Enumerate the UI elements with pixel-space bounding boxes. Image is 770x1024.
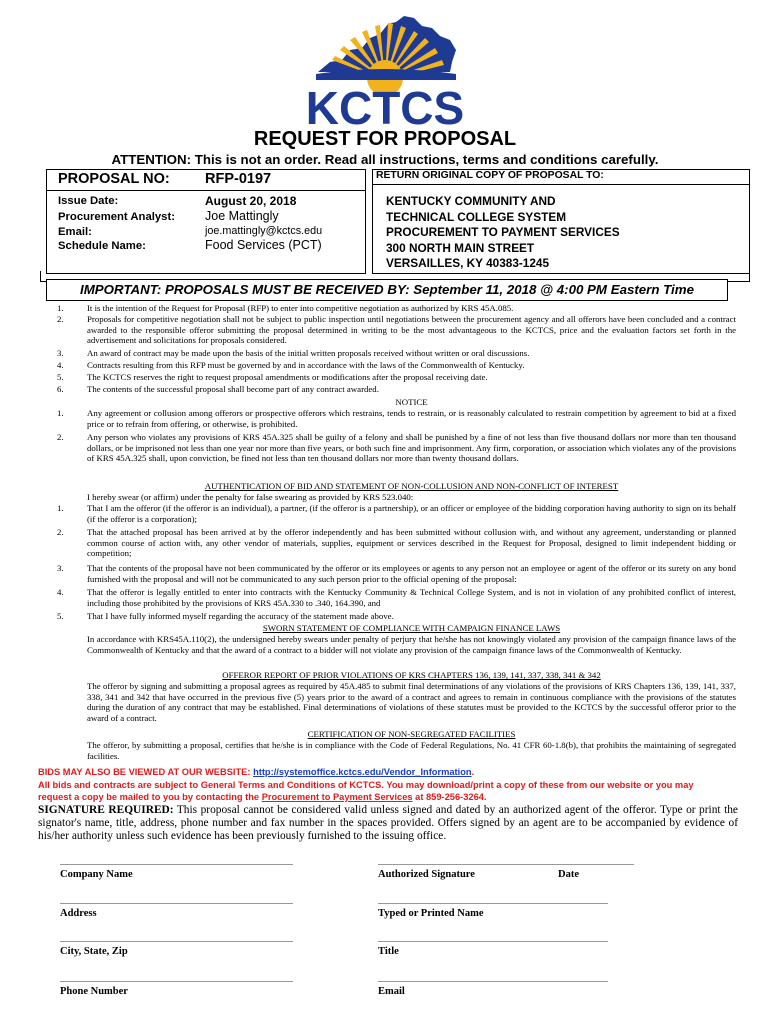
- address-line: 300 NORTH MAIN STREET: [386, 240, 535, 255]
- email-label: Email:: [58, 226, 92, 238]
- company-name-line[interactable]: [60, 864, 293, 865]
- auth-intro: I hereby swear (or affirm) under the penalty for false swearing as provided by KRS 523.040:: [87, 492, 414, 502]
- return-address: [386, 194, 620, 272]
- deadline-banner: [46, 279, 728, 301]
- offeror-heading: OFFEROR REPORT OF PRIOR VIOLATIONS OF KRS CHAPTERS 136, 139, 141, 337, 338, 341 & 342: [222, 670, 601, 680]
- proposal-no-label: PROPOSAL NO:: [58, 171, 170, 187]
- company-name-label: Company Name: [60, 869, 133, 880]
- attention-notice: ATTENTION: This is not an order. Read all instructions, terms and conditions carefully.: [111, 152, 659, 167]
- schedule-value: Food Services (PCT): [205, 238, 322, 252]
- address-label: Address: [60, 908, 97, 919]
- offeror-text: The offeror by signing and submitting a proposal agrees as required by 45A.485 to submit final determinations of any violations of the provisions of KRS Chapters 136, 139, 141, 337, 338, 341 and 342 that have occurred in the previous five (5) years prior to the award of a contract and agrees to remain in continuous compliance with the provisions of the statutes during the duration of any contract that may be established. Final determinations of violations of these statutes must be provided to the KCTCS by the successful offeror prior to the award of a contract.: [87, 681, 736, 724]
- sworn-text: In accordance with KRS45A.110(2), the undersigned hereby swears under penalty of perjury that he/she has not knowingly violated any provision of the campaign finance laws of the Commonwealth of Kentucky and that the award of a contract to a bidder will not violate any provision of the campaign finance laws of the Commonwealth of Kentucky.: [87, 634, 736, 655]
- deadline-text: IMPORTANT: PROPOSALS MUST BE RECEIVED BY: September 11, 2018 @ 4:00 PM Eastern Time: [80, 282, 694, 297]
- typed-name-line[interactable]: [378, 903, 608, 904]
- address-line: VERSAILLES, KY 40383-1245: [386, 256, 550, 270]
- address-line-field[interactable]: [60, 903, 293, 904]
- sworn-heading: SWORN STATEMENT OF COMPLIANCE WITH CAMPAIGN FINANCE LAWS: [262, 623, 561, 633]
- analyst-label: Procurement Analyst:: [58, 211, 175, 223]
- email-value[interactable]: joe.mattingly@kctcs.edu: [205, 225, 323, 237]
- signature-instructions: SIGNATURE REQUIRED: This proposal cannot be considered valid unless signed and dated by an authorized agent of the offeror. Type or print the signator's name, title, address, phone number and fax number in the spaces provided. Offers signed by an agent are to be accompanied by evidence of his/her authority unless such evidence has been previously furnished to the issuing office.: [38, 804, 738, 842]
- city-state-zip-label: City, State, Zip: [60, 946, 128, 957]
- notice-heading: NOTICE: [395, 397, 428, 407]
- title-line[interactable]: [378, 941, 608, 942]
- email-field-label: Email: [378, 986, 405, 997]
- general-terms-line2: request a copy be mailed to you by contacting the Procurement to Payment Services at 859-256-3264.: [38, 792, 487, 802]
- issue-date-value: August 20, 2018: [205, 194, 297, 208]
- general-terms-line1: All bids and contracts are subject to General Terms and Conditions of KCTCS. You may download/print a copy of these from our website or you may: [38, 780, 694, 790]
- cert-heading: CERTIFICATION OF NON-SEGREGATED FACILITIES: [307, 729, 516, 739]
- date-label: Date: [558, 869, 579, 880]
- website-note: BIDS MAY ALSO BE VIEWED AT OUR WEBSITE: http://systemoffice.kctcs.edu/Vendor_Information.: [38, 767, 475, 777]
- email-line[interactable]: [378, 981, 608, 982]
- vendor-info-link[interactable]: http://systemoffice.kctcs.edu/Vendor_Information: [253, 767, 472, 777]
- address-line: TECHNICAL COLLEGE SYSTEM: [386, 209, 567, 224]
- logo-text: KCTCS: [305, 82, 465, 132]
- typed-name-label: Typed or Printed Name: [378, 908, 484, 919]
- auth-heading: AUTHENTICATION OF BID AND STATEMENT OF NON-COLLUSION AND NON-CONFLICT OF INTEREST: [204, 481, 619, 491]
- schedule-label: Schedule Name:: [58, 240, 146, 252]
- proposal-no-value: RFP-0197: [205, 171, 272, 187]
- phone-number-label: Phone Number: [60, 986, 128, 997]
- procurement-link[interactable]: Procurement to Payment Services: [261, 792, 413, 802]
- signature-required-label: SIGNATURE REQUIRED:: [38, 804, 174, 816]
- issue-date-label: Issue Date:: [58, 195, 119, 207]
- page-title: REQUEST FOR PROPOSAL: [253, 128, 517, 150]
- kctcs-logo: [300, 10, 470, 132]
- title-label: Title: [378, 946, 399, 957]
- address-line: PROCUREMENT TO PAYMENT SERVICES: [386, 225, 620, 239]
- authorized-signature-label: Authorized Signature: [378, 869, 475, 880]
- analyst-value: Joe Mattingly: [205, 209, 279, 223]
- kentucky-sunburst-logo-icon: [300, 10, 470, 132]
- city-state-zip-line[interactable]: [60, 941, 293, 942]
- cert-text: The offeror, by submitting a proposal, certifies that he/she is in compliance with the Code of Federal Regulations, No. 41 CFR 60-1.8(b), that prohibits the maintaining of segregated facilities.: [87, 740, 736, 761]
- authorized-signature-line[interactable]: [378, 864, 634, 865]
- phone-number-line[interactable]: [60, 981, 293, 982]
- return-label: RETURN ORIGINAL COPY OF PROPOSAL TO:: [376, 170, 604, 181]
- address-line: KENTUCKY COMMUNITY AND: [386, 194, 556, 208]
